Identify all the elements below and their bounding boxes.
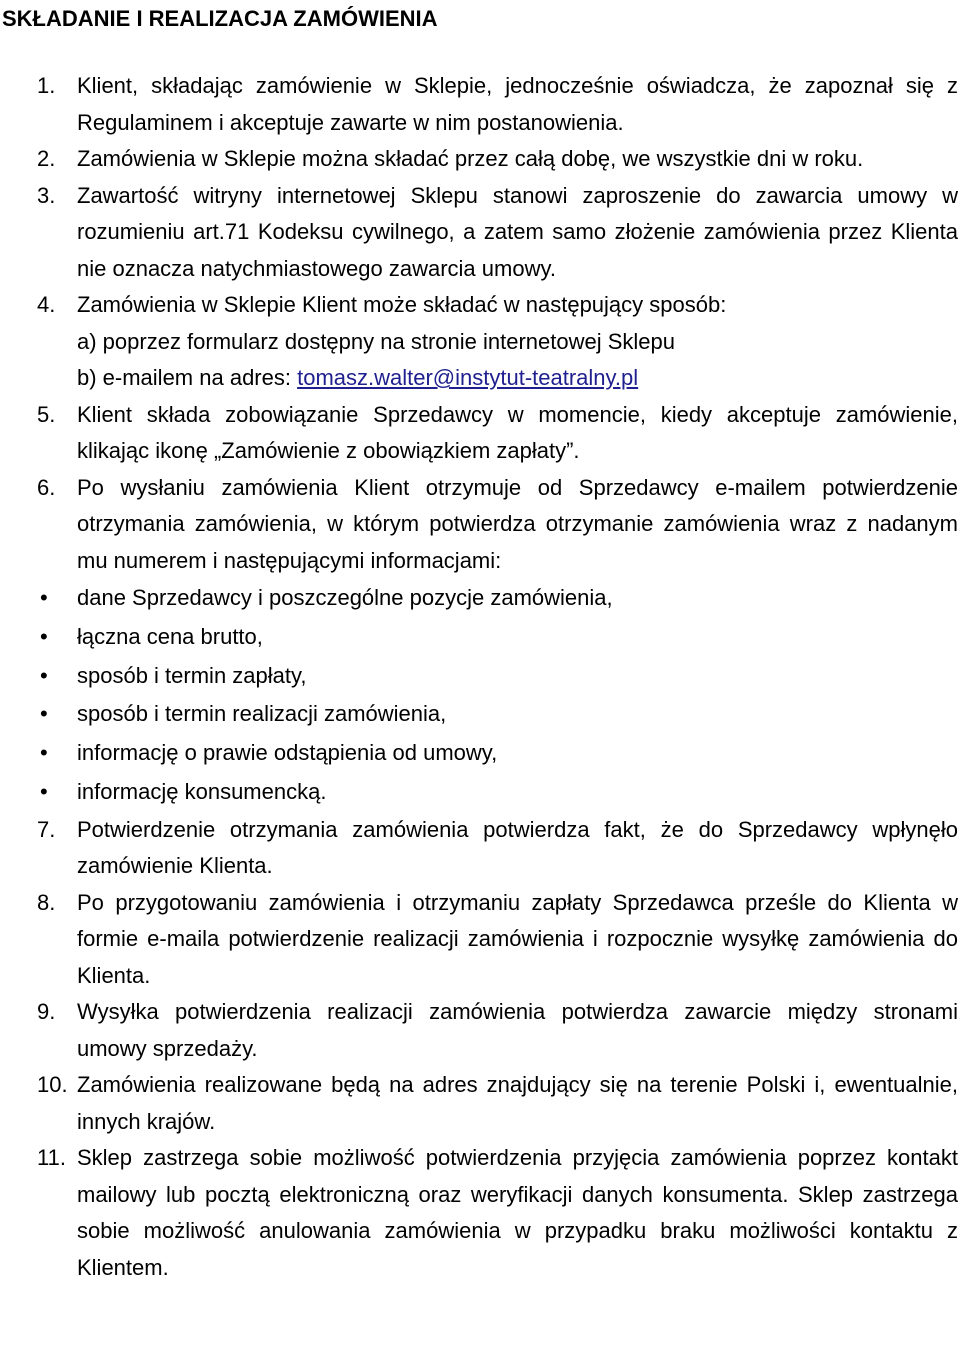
- item-text: Sklep zastrzega sobie możliwość potwierdzenia przyjęcia zamówienia poprzez kontakt mailowy lub pocztą elektroniczną oraz weryfikacji danych konsumenta. Sklep zastrzega sobie możliwość anulowania zamówienia w przypadku braku możliwości kontaktu z Klientem.: [77, 1145, 958, 1280]
- bullet-item: [0, 618, 960, 657]
- list-item-5: [0, 397, 960, 470]
- bullet-icon: •: [40, 585, 48, 610]
- item-text: Po wysłaniu zamówienia Klient otrzymuje od Sprzedawcy e-mailem potwierdzenie otrzymania zamówienia, w którym potwierdza otrzymanie zamówienia wraz z nadanym mu numerem i następującymi informacjami:: [77, 474, 958, 573]
- list-item-8: [0, 885, 960, 995]
- email-link[interactable]: tomasz.walter@instytut-teatralny.pl: [297, 365, 639, 390]
- item-text: Zamówienia w Sklepie Klient może składać w następujący sposób:: [77, 292, 727, 317]
- list-item-11: [0, 1140, 960, 1286]
- list-item-4: [0, 287, 960, 397]
- list-item-7: [0, 812, 960, 885]
- email-prefix: b) e-mailem na adres:: [77, 365, 298, 390]
- item-number: 4.: [37, 292, 56, 317]
- list-item-3: [0, 178, 960, 288]
- order-method-email: [77, 360, 958, 397]
- confirmation-info-list: [0, 579, 960, 812]
- list-item-6: [0, 470, 960, 580]
- bullet-item: [0, 657, 960, 696]
- bullet-item: [0, 695, 960, 734]
- bullet-text: sposób i termin zapłaty,: [77, 662, 307, 688]
- item-number: 2.: [37, 146, 56, 171]
- order-method-form: a) poprzez formularz dostępny na stronie internetowej Sklepu: [77, 328, 675, 354]
- item-number: 10.: [37, 1072, 68, 1098]
- item-text: Klient składa zobowiązanie Sprzedawcy w momencie, kiedy akceptuje zamówienie, klikając ikonę „Zamówienie z obowiązkiem zapłaty”.: [77, 401, 958, 463]
- item-text: Zamówienia realizowane będą na adres znajdujący się na terenie Polski i, ewentualnie, innych krajów.: [77, 1072, 958, 1134]
- bullet-text: sposób i termin realizacji zamówienia,: [77, 701, 447, 727]
- order-rules-list-continued: [0, 812, 960, 1287]
- bullet-text: dane Sprzedawcy i poszczególne pozycje zamówienia,: [77, 585, 613, 610]
- bullet-item: [0, 773, 960, 812]
- item-text: Zamówienia w Sklepie można składać przez całą dobę, we wszystkie dni w roku.: [77, 146, 864, 171]
- list-item-10: [0, 1067, 960, 1140]
- bullet-icon: •: [40, 740, 48, 766]
- item-text: Po przygotowaniu zamówienia i otrzymaniu zapłaty Sprzedawca prześle do Klienta w formie e-maila potwierdzenie realizacji zamówienia i rozpocznie wysyłkę zamówienia do Klienta.: [77, 889, 958, 988]
- bullet-icon: •: [40, 662, 48, 688]
- bullet-icon: •: [40, 623, 48, 649]
- item-number: 11.: [37, 1145, 66, 1171]
- bullet-text: informację o prawie odstąpienia od umowy,: [77, 740, 498, 766]
- item-number: 8.: [37, 889, 56, 915]
- item-number: 3.: [37, 182, 56, 208]
- bullet-item: [0, 734, 960, 773]
- item-number: 6.: [37, 474, 56, 500]
- item-number: 7.: [37, 816, 56, 842]
- list-item-2: [0, 141, 960, 178]
- bullet-item: [0, 579, 960, 618]
- item-text: Klient, składając zamówienie w Sklepie, jednocześnie oświadcza, że zapoznał się z Regulaminem i akceptuje zawarte w nim postanowienia.: [77, 73, 958, 135]
- document-title: SKŁADANIE I REALIZACJA ZAMÓWIENIA: [2, 6, 438, 31]
- item-text: Potwierdzenie otrzymania zamówienia potwierdza fakt, że do Sprzedawcy wpłynęło zamówienie Klienta.: [77, 816, 958, 879]
- bullet-icon: •: [40, 778, 48, 804]
- bullet-icon: •: [40, 701, 48, 727]
- item-number: 5.: [37, 401, 56, 427]
- bullet-text: informację konsumencką.: [77, 778, 327, 804]
- list-item-9: [0, 994, 960, 1067]
- item-number: 9.: [37, 999, 56, 1025]
- list-item-1: [0, 68, 960, 141]
- bullet-text: łączna cena brutto,: [77, 623, 263, 649]
- item-text: Zawartość witryny internetowej Sklepu stanowi zaproszenie do zawarcia umowy w rozumieniu art.71 Kodeksu cywilnego, a zatem samo złożenie zamówienia przez Klienta nie oznacza natychmiastowego zawarcia umowy.: [77, 182, 958, 281]
- item-number: 1.: [37, 73, 56, 98]
- order-rules-list: [0, 68, 960, 579]
- item-text: Wysyłka potwierdzenia realizacji zamówienia potwierdza zawarcie między stronami umowy sprzedaży.: [77, 999, 958, 1061]
